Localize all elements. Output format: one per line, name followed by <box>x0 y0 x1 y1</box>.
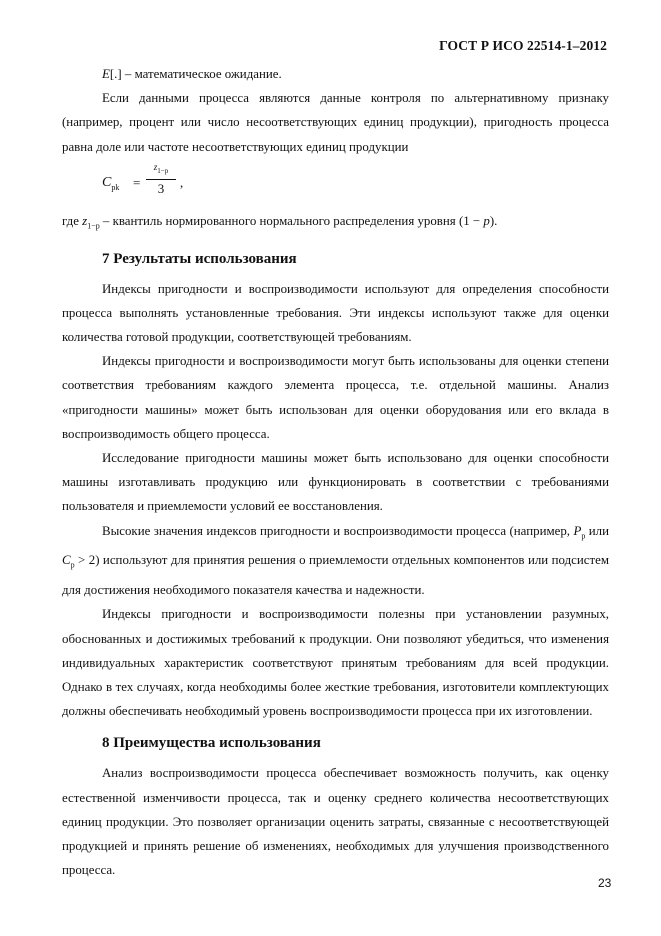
section-7-heading: 7 Результаты использования <box>102 250 297 267</box>
formula-equals: = <box>133 174 141 190</box>
formula-fraction <box>146 161 176 198</box>
section-7-paragraph-5: Индексы пригодности и воспроизводимости полезны при установлении разумных, обоснованных и достижимых требований к продукции. Они позволяют убедиться, что изменения индивидуальных характеристик соответствуют принятым требованиям для всей продукции. Однако в тех случаях, когда необходимы более жесткие требования, изготовители комплектующих должны обеспечивать необходимый уровень воспроизводимости процесса при их изготовлении. <box>62 607 609 719</box>
document-body <box>62 62 609 882</box>
formula-lhs: $C_{pk}$ <box>102 174 120 192</box>
formula-comma: , <box>180 174 184 190</box>
section-7-paragraph-1: Индексы пригодности и воспроизводимости используют для определения способности процесса выполнять установленные требования. Эти индексы используют также для оценки количества готовой продукции, соответствующей требованиям. <box>62 281 609 344</box>
document-header: ГОСТ Р ИСО 22514-1–2012 <box>439 38 607 53</box>
expectation-symbol: E <box>102 67 110 81</box>
expectation-definition <box>62 62 609 86</box>
section-7-paragraph-3: Исследование пригодности машины может быть использовано для оценки способности машины изготавливать продукцию или функционировать в соответствии с требованиями пользователя и приемлемости условий ее восстановления. <box>62 451 609 514</box>
formula-denominator: 3 <box>157 180 165 196</box>
section-8-paragraph-1: Анализ воспроизводимости процесса обеспечивает возможность получить, как оценку естественной изменчивости процесса, так и оценку среднего количества несоответствующих единиц продукции. Это позволяет организации оценить затраты, связанные с несоответствующей продукцией и принять решение об изменениях, необходимых для улучшения производственного процесса. <box>62 766 609 878</box>
cpk-formula <box>102 161 609 207</box>
attribute-data-paragraph: Если данными процесса являются данные контроля по альтернативному признаку (например, процент или число несоответствующих единиц продукции), пригодность процесса равна доле или частоте несоответствующих единиц продукции <box>62 91 609 154</box>
section-8-heading: 8 Преимущества использования <box>102 735 321 752</box>
section-7-paragraph-2: Индексы пригодности и воспроизводимости могут быть использованы для оценки степени соответствия требованиям каждого элемента процесса, т.е. отдельной машины. Анализ «пригодности машины» может быть использован для оценки оборудования или его вклада в воспроизводимость общего процесса. <box>62 354 609 441</box>
expectation-text: [.] – математическое ожидание. <box>109 67 282 81</box>
formula-numerator: $z_{1-p}$ <box>153 161 169 175</box>
quantile-definition: где $z_{1-p}$ – квантиль нормированного нормального распределения уровня (1 − p). <box>62 213 498 231</box>
page-number: 23 <box>598 876 612 890</box>
section-7-paragraph-4: Высокие значения индексов пригодности и воспроизводимости процесса (например, $P_p$ или $C_p > 2$) используют для принятия решения о приемлемости отдельных компонентов или подсистем для достижения необходимого показателя качества и надежности. <box>62 523 609 598</box>
